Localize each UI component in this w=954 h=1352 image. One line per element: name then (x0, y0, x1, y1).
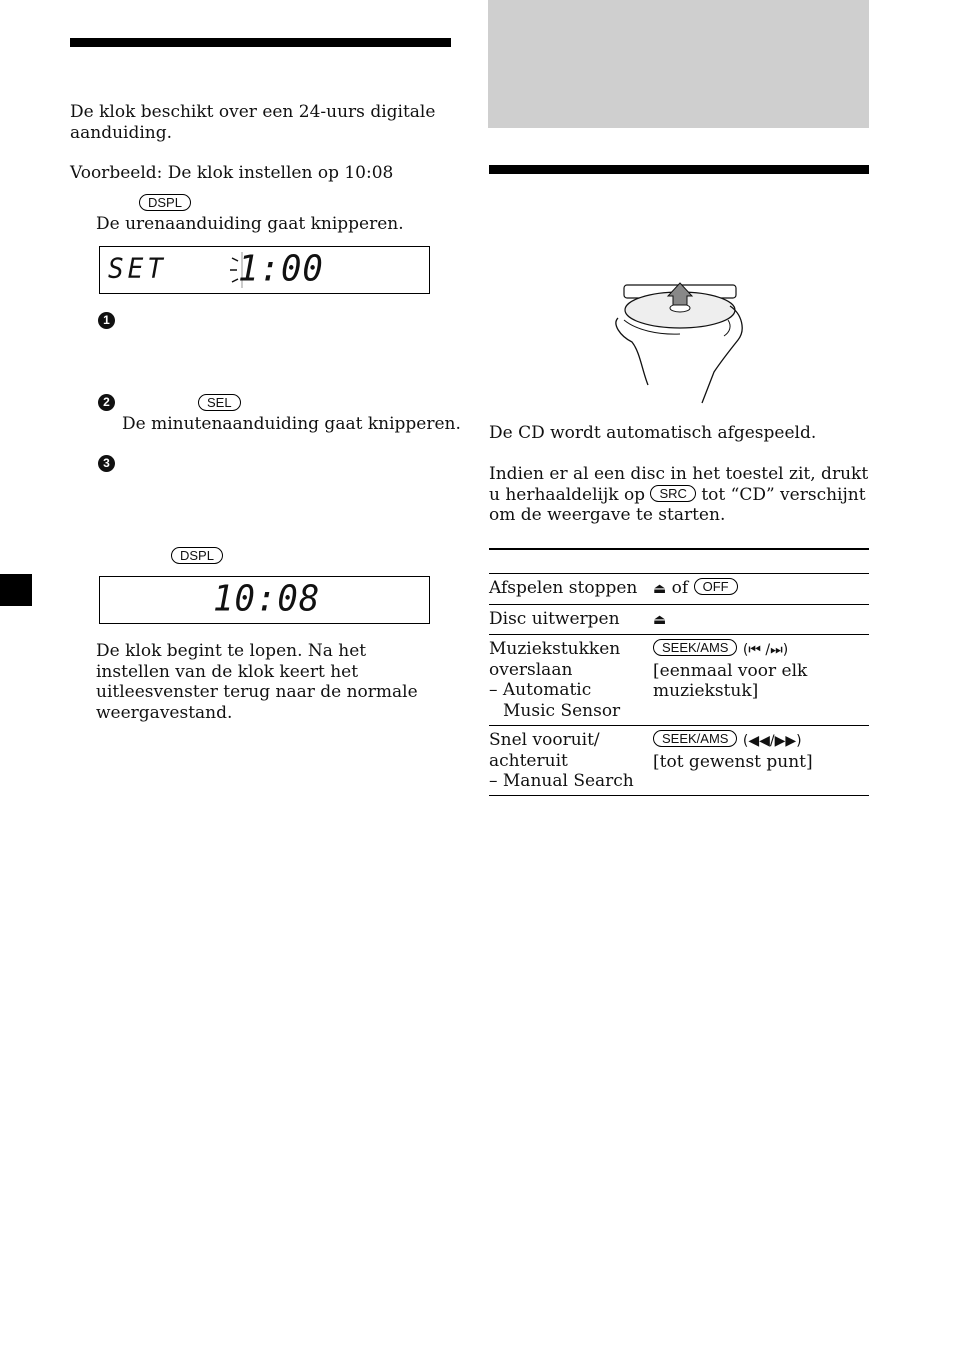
control-skip (653, 635, 869, 726)
step-2-marker: 2 (98, 394, 115, 411)
dspl-button-2[interactable] (171, 547, 223, 568)
lcd-display-set (99, 246, 430, 294)
step-1-marker: 1 (98, 312, 115, 329)
action-stop: Afspelen stoppen (489, 574, 653, 605)
clock-example-text: Voorbeeld: De klok instellen op 10:08 (70, 163, 394, 183)
dspl-button-label: DSPL (139, 194, 191, 211)
control-search (653, 726, 869, 796)
dspl-button-label-2: DSPL (171, 547, 223, 564)
eject-icon[interactable]: ⏏ (653, 611, 667, 628)
action-eject: Disc uitwerpen (489, 604, 653, 635)
left-heading-rule (70, 38, 451, 47)
skip-prev-next-icon: (⏮ /⏭) (742, 642, 789, 658)
table-row (489, 635, 869, 726)
lcd-time-value: 10:08 (213, 578, 321, 620)
action-skip-sub2: Music Sensor (503, 700, 621, 721)
seek-ams-button[interactable]: SEEK/AMS (653, 639, 737, 656)
step-3-marker: 3 (98, 455, 115, 472)
clock-intro-text: De klok beschikt over een 24-uurs digitale aanduiding. (70, 102, 436, 143)
action-search (489, 726, 653, 796)
table-row (489, 574, 869, 605)
control-stop (653, 574, 869, 605)
action-skip-label: Muziekstukken overslaan (489, 639, 621, 680)
src-text-after: tot “CD” verschijnt om de weergave te starten. (489, 484, 866, 525)
action-search-label: Snel vooruit/ achteruit (489, 730, 600, 771)
action-skip-sub1: – Automatic (489, 680, 592, 700)
src-button[interactable]: SRC (650, 485, 695, 502)
off-button[interactable]: OFF (694, 578, 738, 595)
seek-ams-button[interactable]: SEEK/AMS (653, 730, 737, 747)
table-row (489, 726, 869, 796)
lcd-hour-value: 1:00 (238, 248, 324, 290)
sel-button-label: SEL (198, 394, 241, 411)
right-heading-rule (489, 165, 869, 174)
minute-blink-text: De minutenaanduiding gaat knipperen. (122, 414, 461, 434)
cd-src-instructions (489, 464, 871, 526)
hour-blink-text: De urenaanduiding gaat knipperen. (96, 214, 404, 234)
lcd-display-time (99, 576, 430, 624)
clock-closing-text: De klok begint te lopen. Na het instellen van de klok keert het uitleesvenster terug naar de normale weergavestand. (96, 641, 418, 723)
gray-heading-box (488, 0, 869, 128)
table-heading-rule (489, 548, 869, 550)
table-row (489, 604, 869, 635)
sel-button[interactable] (198, 394, 241, 415)
eject-icon: ⏏ (653, 581, 667, 597)
skip-note: [eenmaal voor elk muziekstuk] (653, 660, 808, 701)
lcd-set-label: SET (108, 253, 167, 285)
src-text-before: Indien er al een disc in het toestel zit, drukt u herhaaldelijk op (489, 464, 869, 505)
control-eject (653, 604, 869, 635)
side-tab (0, 574, 32, 606)
dspl-button-1[interactable] (139, 194, 191, 215)
action-skip (489, 635, 653, 726)
control-of-text: of (671, 578, 689, 598)
search-note: [tot gewenst punt] (653, 751, 813, 772)
cd-insert-illustration (610, 280, 750, 405)
cd-operations-table (489, 573, 869, 796)
action-search-sub1: – Manual Search (489, 771, 634, 791)
fast-rewind-forward-icon: (◀◀/▶▶) (742, 733, 802, 749)
cd-autoplay-text: De CD wordt automatisch afgespeeld. (489, 423, 817, 443)
